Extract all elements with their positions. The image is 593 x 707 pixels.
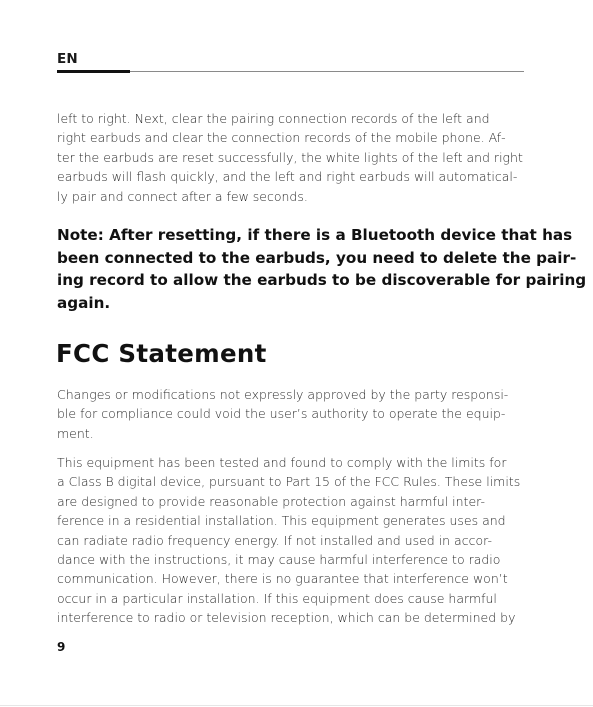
text-line: a Class B digital device, pursuant to Part 15 of the FCC Rules. These limits [57, 474, 521, 490]
text-line: interference to radio or television reception, which can be determined by [57, 610, 516, 626]
text-line: right earbuds and clear the connection records of the mobile phone. Af- [57, 130, 506, 146]
text-line: earbuds will flash quickly, and the left and right earbuds will automatical- [57, 169, 518, 185]
header-rule-accent [57, 70, 130, 73]
reset-instructions-paragraph [57, 109, 527, 206]
text-line: can radiate radio frequency energy. If not installed and used in accor- [57, 532, 492, 548]
text-line: occur in a particular installation. If this equipment does cause harmful [57, 590, 497, 606]
reset-note [57, 224, 587, 314]
note-line: ing record to allow the earbuds to be discoverable for pairing [57, 271, 587, 290]
fcc-compliance-paragraph [57, 453, 527, 628]
text-line: left to right. Next, clear the pairing connection records of the left and [57, 111, 490, 126]
language-label: EN [57, 51, 78, 67]
text-line: communication. However, there is no guarantee that interference won’t [57, 571, 508, 587]
note-line: been connected to the earbuds, you need to delete the pair- [57, 248, 577, 267]
text-line: ter the earbuds are reset successfully, the white lights of the left and right [57, 149, 523, 165]
text-line: dance with the instructions, it may cause harmful interference to radio [57, 552, 501, 568]
fcc-modifications-paragraph [57, 385, 527, 443]
text-line: are designed to provide reasonable protection against harmful inter- [57, 493, 486, 509]
page-edge [0, 705, 593, 706]
text-line: This equipment has been tested and found to comply with the limits for [57, 455, 507, 470]
text-line: ble for compliance could void the user’s authority to operate the equip- [57, 406, 506, 422]
text-line: ment. [57, 425, 94, 441]
text-line: ference in a residential installation. This equipment generates uses and [57, 513, 506, 529]
note-line: again. [57, 293, 111, 312]
text-line: ly pair and connect after a few seconds. [57, 188, 308, 204]
page-header [57, 51, 524, 73]
text-line: Changes or modifications not expressly approved by the party responsi- [57, 387, 509, 402]
page-number: 9 [57, 640, 66, 654]
note-line: Note: After resetting, if there is a Bluetooth device that has [57, 226, 573, 244]
fcc-heading: FCC Statement [56, 339, 267, 368]
